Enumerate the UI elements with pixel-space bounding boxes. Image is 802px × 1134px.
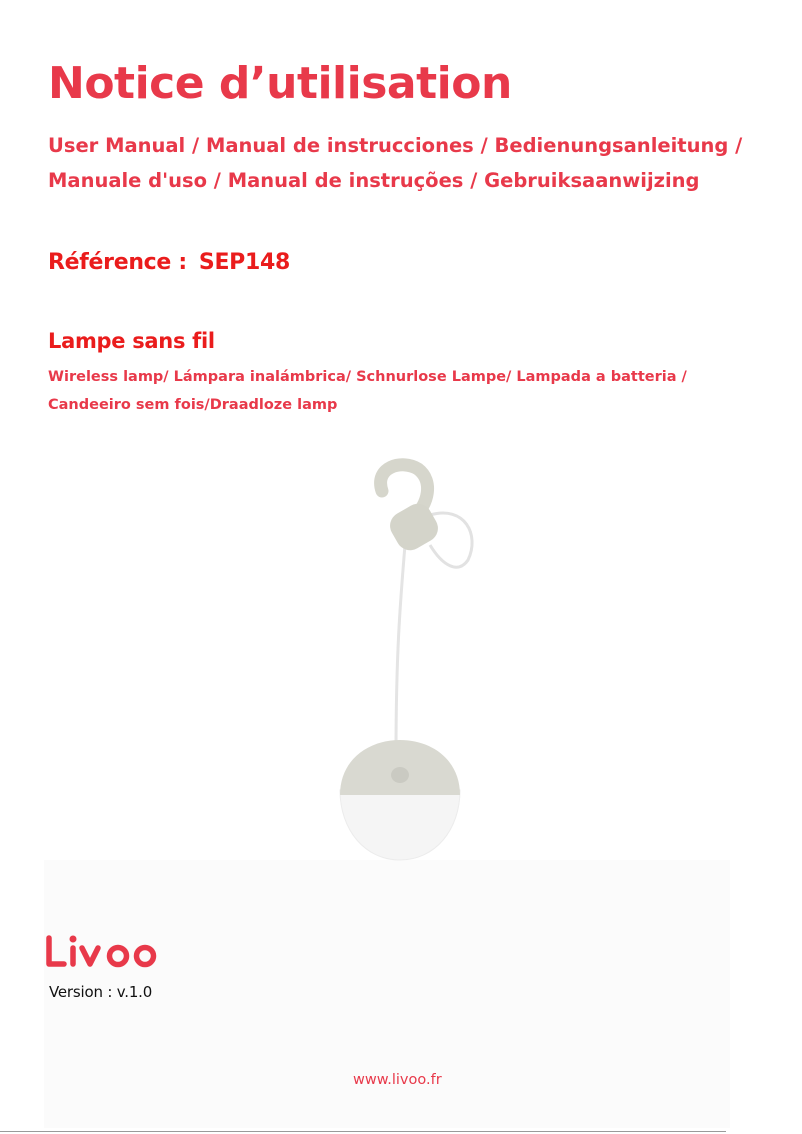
product-translations-line-1: Wireless lamp/ Lámpara inalámbrica/ Schnurlose Lampe/ Lampada a batteria /	[48, 369, 687, 385]
website-link[interactable]: www.livoo.fr	[353, 1072, 442, 1088]
cord-loop	[430, 513, 472, 567]
livoo-logo	[44, 928, 162, 970]
manual-languages-line-1: User Manual / Manual de instrucciones / Bedienungsanleitung /	[48, 134, 743, 157]
reference-line	[48, 250, 290, 275]
product-name-translations	[48, 363, 748, 419]
page-title: Notice d’utilisation	[48, 58, 512, 109]
document-version: Version : v.1.0	[49, 983, 153, 1001]
product-name: Lampe sans fil	[48, 329, 215, 353]
lamp-diffuser	[340, 790, 460, 860]
hanging-cord	[396, 545, 405, 755]
manual-languages	[48, 128, 768, 198]
reference-value: SEP148	[198, 250, 291, 275]
page-bottom-rule	[0, 1131, 726, 1132]
product-translations-line-2: Candeeiro sem fois/Draadloze lamp	[48, 397, 338, 413]
hook-clip	[385, 499, 443, 556]
manual-languages-line-2: Manuale d'uso / Manual de instruções / Gebruiksaanwijzing	[48, 169, 700, 192]
lamp-button	[391, 767, 409, 783]
hanging-lamp-icon	[330, 455, 480, 875]
reference-label: Référence :	[48, 250, 187, 275]
